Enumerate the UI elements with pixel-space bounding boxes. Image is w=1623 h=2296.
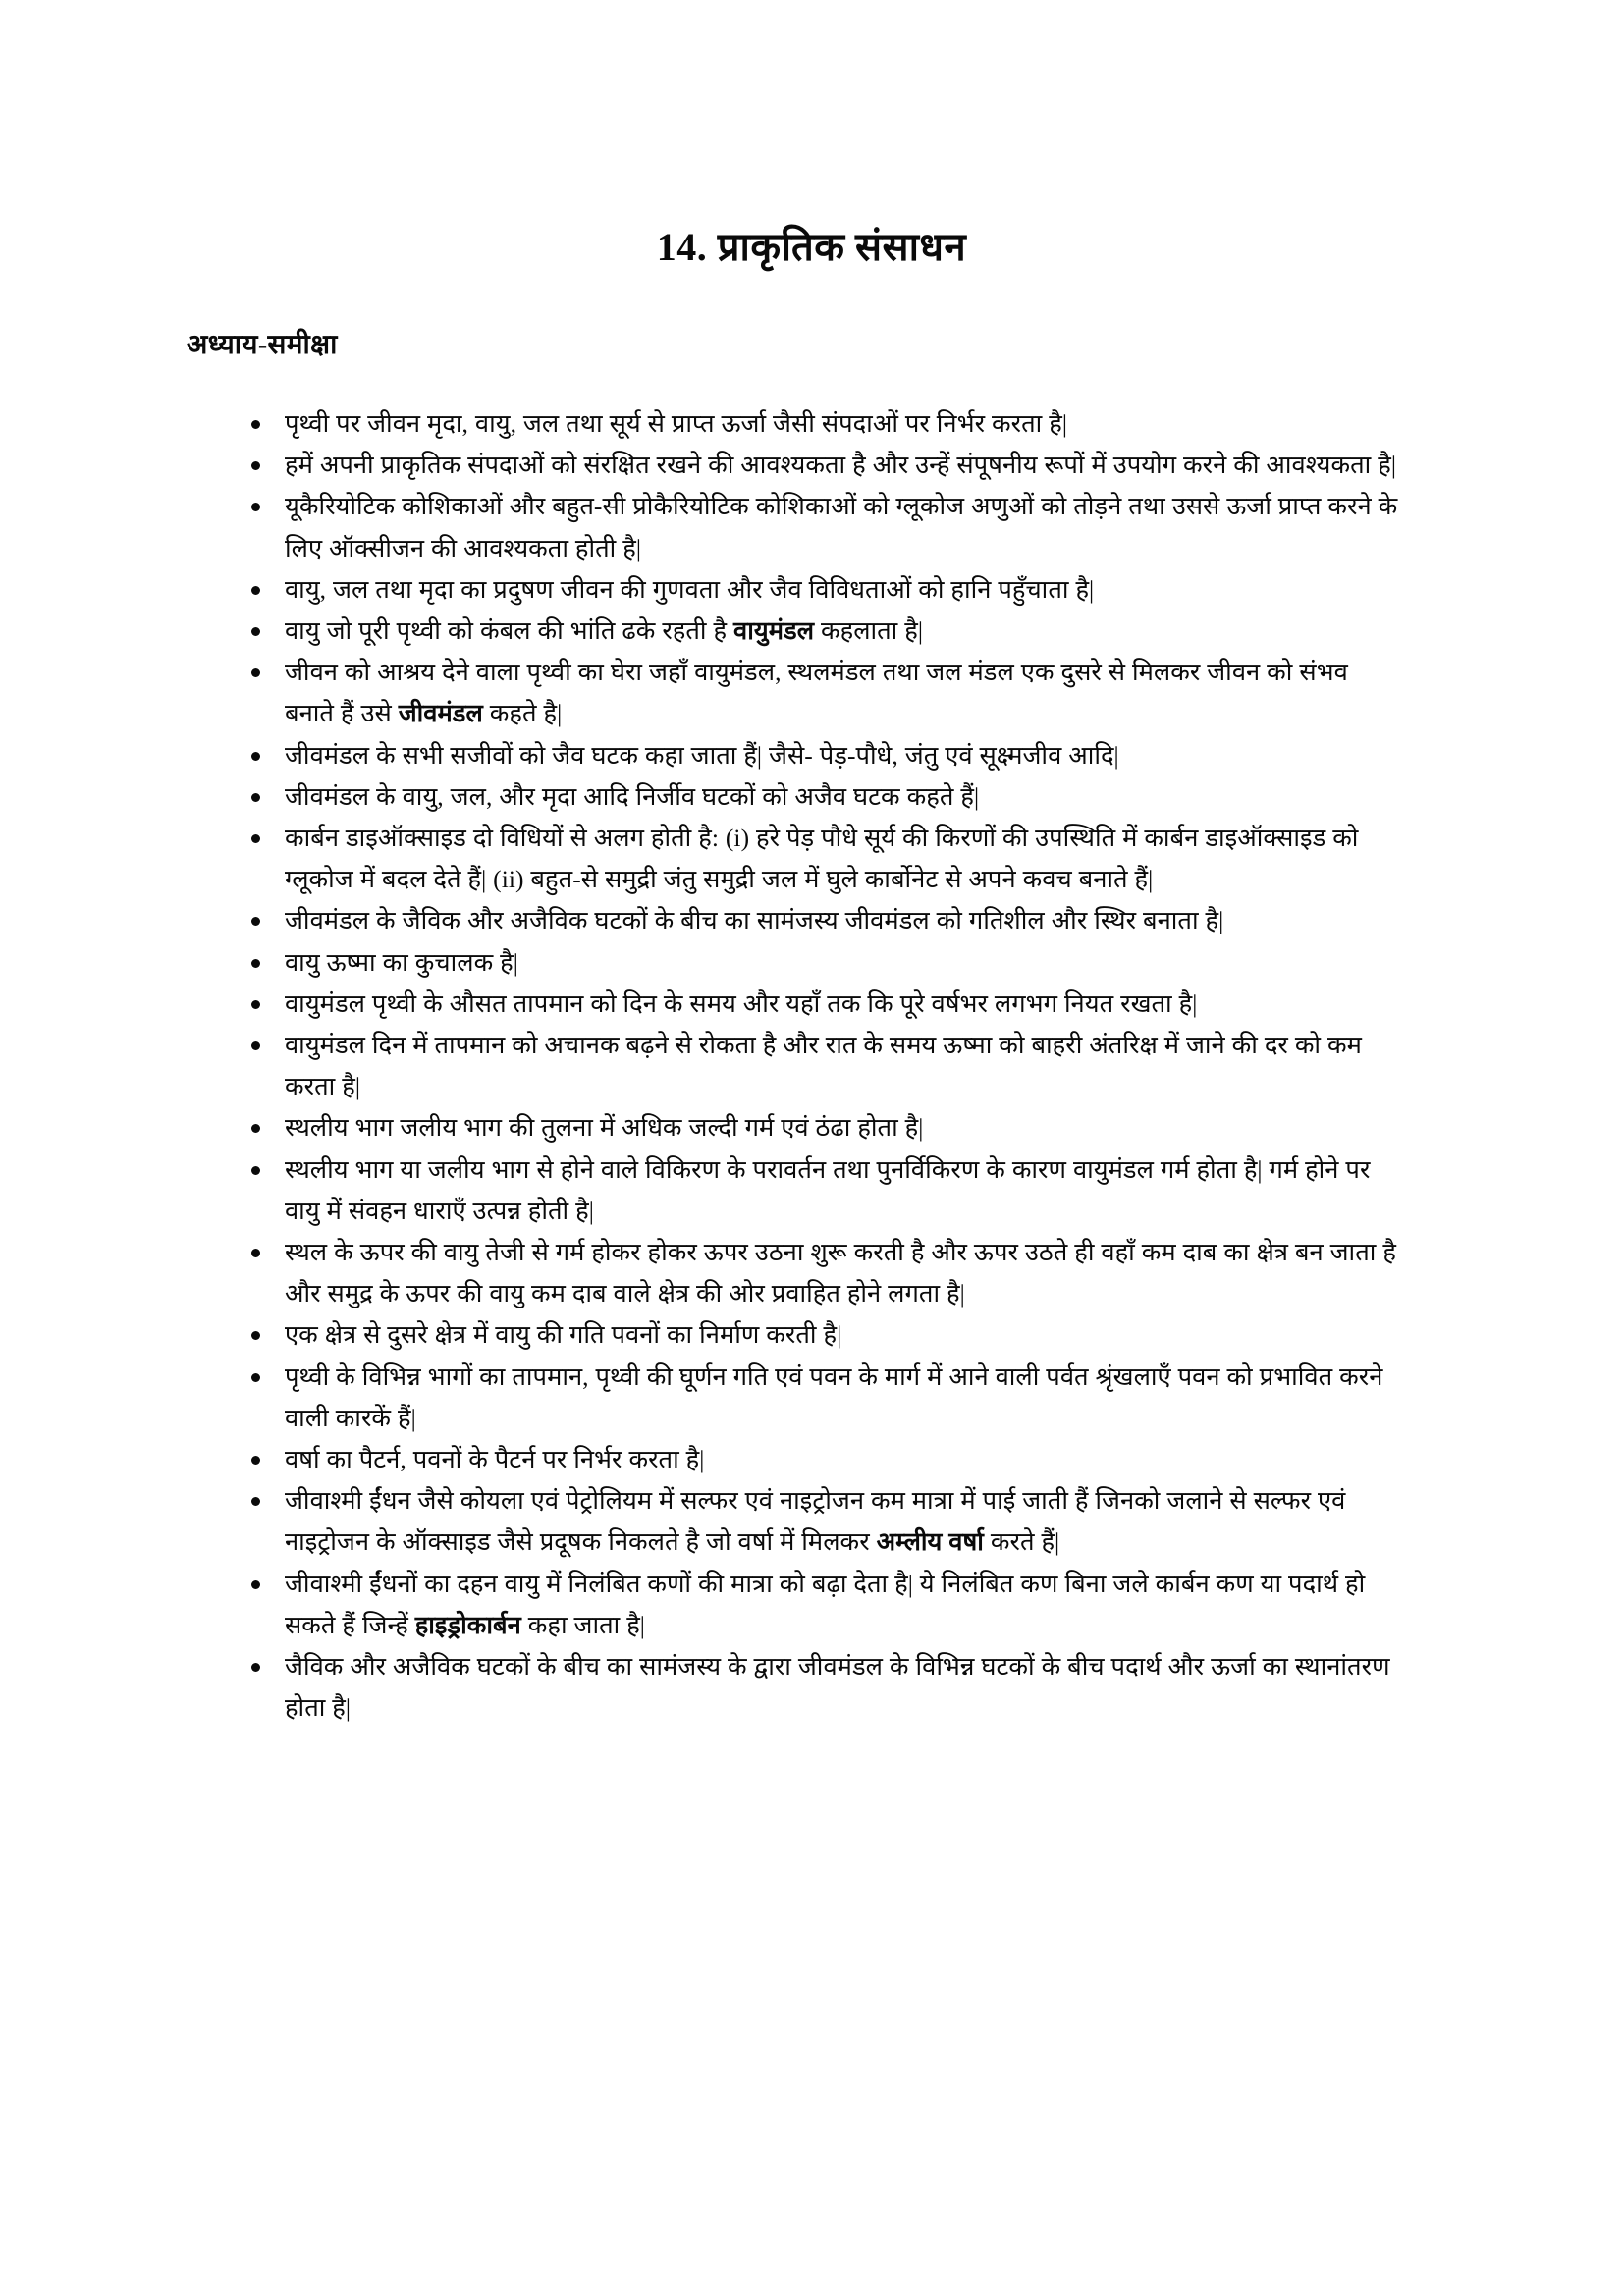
bullet-text: वायुमंडल पृथ्वी के औसत तापमान को दिन के समय और यहाँ तक कि पूरे वर्षभर लगभग नियत रखता है| [285,988,1198,1018]
bullet-item [250,1564,1399,1646]
bullet-item [250,403,1399,445]
bullet-item [250,735,1399,776]
bullet-text: जीवमंडल के वायु, जल, और मृदा आदि निर्जीव घटकों को अजैव घटक कहते हैं| [285,781,980,811]
bullet-text: यूकैरियोटिक कोशिकाओं और बहुत-सी प्रोकैरियोटिक कोशिकाओं को ग्लूकोज अणुओं को तोड़ने तथा उससे ऊर्जा प्राप्त करने के लिए ऑक्सीजन की आवश्यकता होती है| [285,492,1398,562]
bullet-text: जीवमंडल के जैविक और अजैविक घटकों के बीच का सामंजस्य जीवमंडल को गतिशील और स्थिर बनाता है| [285,906,1224,935]
chapter-review-bullet-list [0,362,1623,1730]
bullet-item [250,984,1399,1025]
bullet-text: जीवाश्मी ईंधनों का दहन वायु में निलंबित कणों की मात्रा को बढ़ा देता है| ये निलंबित कण बिना जले कार्बन कण या पदार्थ हो सकते हैं जिन्हें [285,1569,1366,1639]
bullet-item [250,1646,1399,1729]
section-heading: अध्याय-समीक्षा [187,330,338,360]
bullet-item [250,1107,1399,1148]
bullet-item [250,1439,1399,1480]
bullet-item [250,776,1399,818]
bullet-item [250,900,1399,941]
bullet-text: स्थल के ऊपर की वायु तेजी से गर्म होकर होकर ऊपर उठना शुरू करती है और ऊपर उठते ही वहाँ कम दाब का क्षेत्र बन जाता है और समुद्र के ऊपर की वायु कम दाब वाले क्षेत्र की ओर प्रवाहित होने लगता है| [285,1238,1396,1308]
bullet-text: हमें अपनी प्राकृतिक संपदाओं को संरक्षित रखने की आवश्यकता है और उन्हें संपूषनीय रूपों में उपयोग करने की आवश्यकता है| [285,451,1396,480]
bullet-text: कार्बन डाइऑक्साइड दो विधियों से अलग होती है: (i) हरे पेड़ पौधे सूर्य की किरणों की उपस्थिति में कार्बन डाइऑक्साइड को ग्लूकोज में बदल देते हैं| (ii) बहुत-से समुद्री जंतु समुद्री जल में घुले कार्बोनेट से अपने कवच बनाते हैं| [285,824,1359,894]
bullet-text: जीवन को आश्रय देने वाला पृथ्वी का घेरा जहाँ वायुमंडल, स्थलमंडल तथा जल मंडल एक दुसरे से मिलकर जीवन को संभव बनाते हैं उसे [285,658,1348,728]
bullet-term-emphasis: वायुमंडल [733,616,815,646]
bullet-item [250,1357,1399,1439]
bullet-term-emphasis: हाइड्रोकार्बन [414,1610,521,1639]
bullet-term-emphasis: जीवमंडल [398,699,483,728]
bullet-item [250,942,1399,984]
bullet-item [250,652,1399,734]
bullet-text: एक क्षेत्र से दुसरे क्षेत्र में वायु की गति पवनों का निर्माण करती है| [285,1320,842,1350]
bullet-item [250,1149,1399,1232]
bullet-text: पृथ्वी पर जीवन मृदा, वायु, जल तथा सूर्य से प्राप्त ऊर्जा जैसी संपदाओं पर निर्भर करता है| [285,409,1067,438]
bullet-text: वर्षा का पैटर्न, पवनों के पैटर्न पर निर्भर करता है| [285,1445,705,1474]
bullet-item [250,818,1399,900]
bullet-text: स्थलीय भाग या जलीय भाग से होने वाले विकिरण के परावर्तन तथा पुनर्विकिरण के कारण वायुमंडल गर्म होता है| गर्म होने पर वायु में संवहन धाराएँ उत्पन्न होती है| [285,1154,1371,1225]
bullet-text: कहा जाता है| [520,1610,645,1639]
bullet-text: कहलाता है| [814,616,923,646]
page-title: 14. प्राकृतिक संसाधन [656,225,967,269]
bullet-item [250,486,1399,568]
bullet-item [250,1480,1399,1563]
bullet-text: पृथ्वी के विभिन्न भागों का तापमान, पृथ्वी की घूर्णन गति एवं पवन के मार्ग में आने वाली पर्वत श्रृंखलाएँ पवन को प्रभावित करने वाली कारकें हैं| [285,1362,1383,1432]
bullet-text: जीवाश्मी ईंधन जैसे कोयला एवं पेट्रोलियम में सल्फर एवं नाइट्रोजन कम मात्रा में पाई जाती हैं जिनको जलाने से सल्फर एवं नाइट्रोजन के ऑक्साइड जैसे प्रदूषक निकलते है जो वर्षा में मिलकर [285,1486,1346,1557]
bullet-text: वायु जो पूरी पृथ्वी को कंबल की भांति ढके रहती है [285,616,734,646]
bullet-text: कहते है| [482,699,563,728]
bullet-item [250,1314,1399,1356]
bullet-text: वायु ऊष्मा का कुचालक है| [285,947,518,977]
bullet-text: स्थलीय भाग जलीय भाग की तुलना में अधिक जल्दी गर्म एवं ठंढा होता है| [285,1113,924,1143]
bullet-text: जैविक और अजैविक घटकों के बीच का सामंजस्य के द्वारा जीवमंडल के विभिन्न घटकों के बीच पदार्थ और ऊर्जा का स्थानांतरण होता है| [285,1652,1390,1723]
bullet-text: करते हैं| [983,1527,1060,1557]
bullet-item [250,445,1399,486]
bullet-text: वायुमंडल दिन में तापमान को अचानक बढ़ने से रोकता है और रात के समय ऊष्मा को बाहरी अंतरिक्ष में जाने की दर को कम करता है| [285,1031,1362,1101]
bullet-term-emphasis: अम्लीय वर्षा [876,1527,984,1557]
bullet-item [250,1232,1399,1314]
bullet-text: वायु, जल तथा मृदा का प्रदुषण जीवन की गुणवता और जैव विविधताओं को हानि पहुँचाता है| [285,574,1095,604]
bullet-item [250,569,1399,611]
bullet-text: जीवमंडल के सभी सजीवों को जैव घटक कहा जाता हैं| जैसे- पेड़-पौधे, जंतु एवं सूक्ष्मजीव आदि| [285,740,1119,770]
bullet-item [250,611,1399,652]
bullet-item [250,1025,1399,1107]
